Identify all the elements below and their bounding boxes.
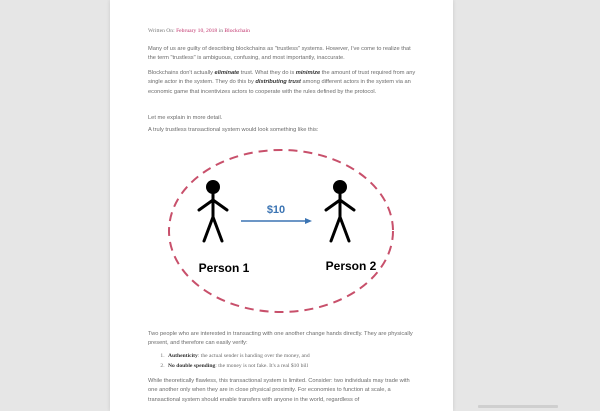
list-term-double-spending: No double spending (168, 362, 216, 369)
paragraph-trustless-intro: Many of us are guilty of describing blockchains as "trustless" systems. However, I've come to realize that the term "trustless" is ambiguous, confusing, and most importantly, inaccurate. (148, 46, 411, 62)
byline-date-link[interactable]: February 10, 2018 (176, 28, 218, 34)
paragraph-limited-system: While theoretically flawless, this transactional system is limited. Consider: two individuals may trade with one another only when they are in close physical proximity. For economies to function at scale, a transactional system should enable transfers with anyone in the world, regardless of (148, 378, 410, 403)
sidebar-text-fragment (478, 405, 558, 408)
person-1-label: Person 1 (198, 261, 250, 275)
paragraph-trustless-system: A truly trustless transactional system would look something like this: (148, 127, 319, 133)
list-item: 1. Authenticity: the actual sender is handing over the money, and (166, 352, 406, 362)
transfer-arrowhead (305, 218, 312, 224)
byline (148, 28, 250, 34)
byline-in: in (218, 28, 223, 34)
list-term-authenticity: Authenticity (168, 353, 198, 359)
transfer-amount-label: $10 (266, 204, 286, 216)
list-item: 2. No double spending: the money is not fake. It's a real $10 bill (166, 362, 406, 372)
emphasis-minimize: minimize (295, 70, 321, 76)
person-1-stick-figure (199, 180, 227, 241)
trust-diagram (166, 147, 396, 317)
emphasis-eliminate: eliminate (214, 70, 240, 76)
person-2-label: Person 2 (325, 259, 377, 273)
verification-list (158, 352, 406, 372)
byline-category-link[interactable]: Blockchain (224, 28, 250, 34)
paragraph-direct-exchange: Two people who are interested in transacting with one another change hands directly. They are physically present, and therefore can easily verify: (148, 331, 413, 347)
emphasis-distributing-trust: distributing trust (255, 79, 301, 86)
paragraph-explain: Let me explain in more detail. (148, 115, 223, 121)
article-page (110, 0, 453, 411)
person-2-stick-figure (326, 180, 354, 241)
byline-prefix: Written On: (148, 28, 175, 34)
trust-boundary-ellipse (169, 150, 393, 312)
paragraph-minimize-trust: Blockchains don't actually eliminate trust. What they do is minimize the amount of trust required from any single actor in the system. They do this by distributing trust among different actors in the system via an economic game that incentivizes actors to cooperate with the rules defined by the protocol. (148, 70, 416, 95)
